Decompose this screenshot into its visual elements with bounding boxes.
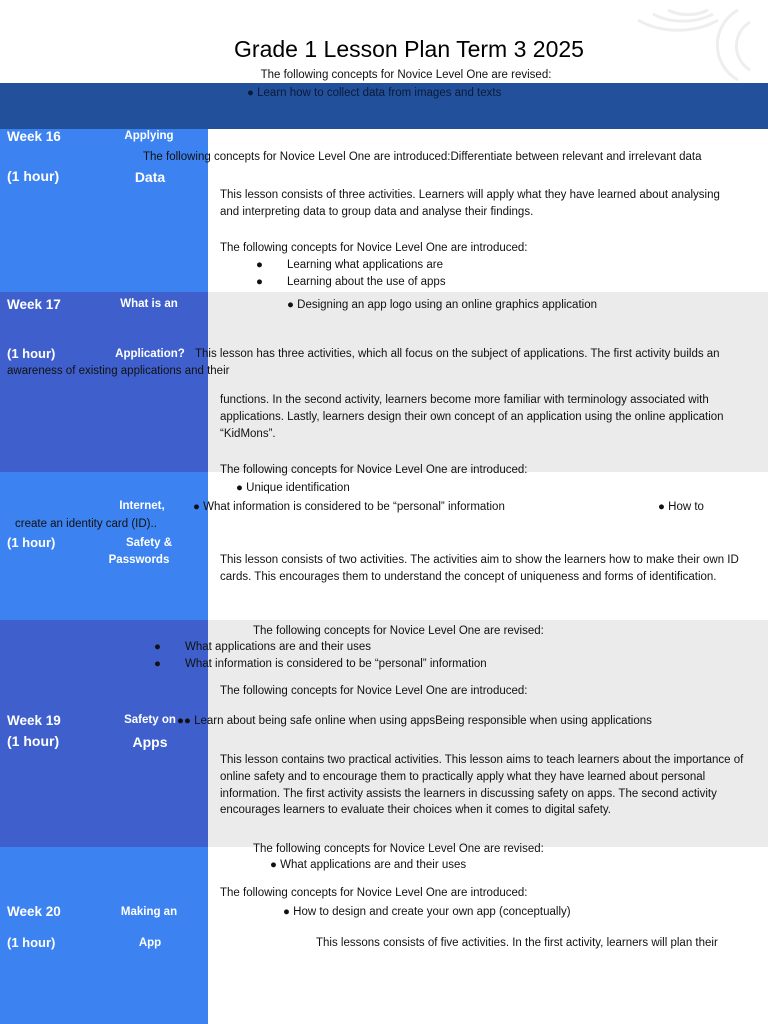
week18-bullet1: ● Unique identification: [236, 482, 350, 494]
week19-topic-line2: Apps: [132, 734, 168, 750]
week20-rev-bullet: ● What applications are and their uses: [270, 859, 467, 871]
week17-duration: (1 hour): [7, 346, 56, 361]
week18-description: This lesson consists of two activities. The activities aim to show the learners how to make their own ID cards. This encourages them to understand the concept of uniqueness and forms of identification.: [220, 554, 739, 583]
week17-label: Week 17: [7, 297, 61, 312]
week18-topic-line2: Safety &: [125, 537, 173, 549]
week17-description-start: This lesson has three activities, which all focus on the subject of applications. The first activity builds an: [195, 348, 720, 360]
week16-description: This lesson consists of three activities. Learners will apply what they have learned about analysing and interpreting data to group data and analyse their findings.: [220, 189, 720, 218]
week18-introduced: The following concepts for Novice Level One are introduced:: [220, 464, 528, 476]
week17-description-wrap: awareness of existing applications and their: [7, 365, 230, 377]
week16-introduced2: The following concepts for Novice Level One are introduced:: [220, 242, 528, 254]
week20-duration: (1 hour): [7, 935, 56, 950]
week19-bullet: ●● Learn about being safe online when using appsBeing responsible when using applications: [177, 715, 652, 727]
week18-bullet3: ● How to: [658, 501, 704, 513]
week20-topic-line1: Making an: [120, 906, 178, 918]
week16-label: Week 16: [7, 129, 61, 144]
week18-topic-line3: Passwords: [108, 554, 170, 566]
week17-description-cont: functions. In the second activity, learners become more familiar with terminology associated with applications. Lastly, learners design their own concept of an application using the online application “KidMons”.: [220, 394, 724, 440]
week17-column: [0, 292, 208, 472]
week19-duration: (1 hour): [7, 733, 60, 749]
week18-bullet2: ● What information is considered to be “personal” information: [193, 501, 505, 513]
week19-label: Week 19: [7, 713, 61, 728]
week18-duration: (1 hour): [7, 535, 56, 550]
week16-topic-line1: Applying: [124, 130, 174, 142]
week17-topic-line1: What is an: [120, 298, 178, 310]
week19-topic-line1: Safety on: [124, 714, 176, 726]
week16-bullet-dot1: ●: [256, 259, 263, 271]
week18-bullet3-wrap: create an identity card (ID)..: [15, 518, 157, 530]
week16-bullet-dot2: ●: [256, 276, 263, 288]
week20-topic-line2: App: [138, 937, 162, 949]
week20-label: Week 20: [7, 904, 61, 919]
revised-intro: The following concepts for Novice Level One are revised:: [260, 69, 552, 81]
week19-rev-bullet2: What information is considered to be “personal” information: [185, 658, 487, 670]
week18-topic-line1: Internet,: [119, 500, 165, 512]
week17-bullet3: ● Designing an app logo using an online graphics application: [287, 299, 597, 311]
week19-description: This lesson contains two practical activities. This lesson aims to teach learners about the importance of online safety and to encourage them to practically apply what they have learned about personal information. The first activity assists the learners in discussing safety on apps. The second activity encourages learners to evaluate their choices when it comes to digital safety.: [220, 754, 744, 817]
week19-introduced: The following concepts for Novice Level One are introduced:: [220, 685, 528, 697]
week16-bullet2: Learning about the use of apps: [287, 276, 446, 288]
week16-bullet1: Learning what applications are: [287, 259, 443, 271]
week17-topic-line2: Application?: [115, 348, 185, 360]
week19-rev-dot1: ●: [154, 641, 161, 653]
week19-rev-bullet1: What applications are and their uses: [185, 641, 372, 653]
page-title: Grade 1 Lesson Plan Term 3 2025: [234, 36, 584, 62]
revised-bullet: ● Learn how to collect data from images and texts: [247, 87, 502, 99]
week19-revised: The following concepts for Novice Level One are revised:: [253, 625, 544, 637]
week16-introduced: The following concepts for Novice Level One are introduced:Differentiate between relevant and irrelevant data: [143, 151, 702, 163]
week16-topic-line2: Data: [134, 169, 166, 185]
week20-bullet: ● How to design and create your own app (conceptually): [283, 906, 571, 918]
week20-revised: The following concepts for Novice Level One are revised:: [253, 843, 544, 855]
week19-rev-dot2: ●: [154, 658, 161, 670]
week20-description: This lessons consists of five activities. In the first activity, learners will plan their: [316, 937, 718, 949]
week16-duration: (1 hour): [7, 168, 60, 184]
week20-introduced: The following concepts for Novice Level One are introduced:: [220, 887, 528, 899]
